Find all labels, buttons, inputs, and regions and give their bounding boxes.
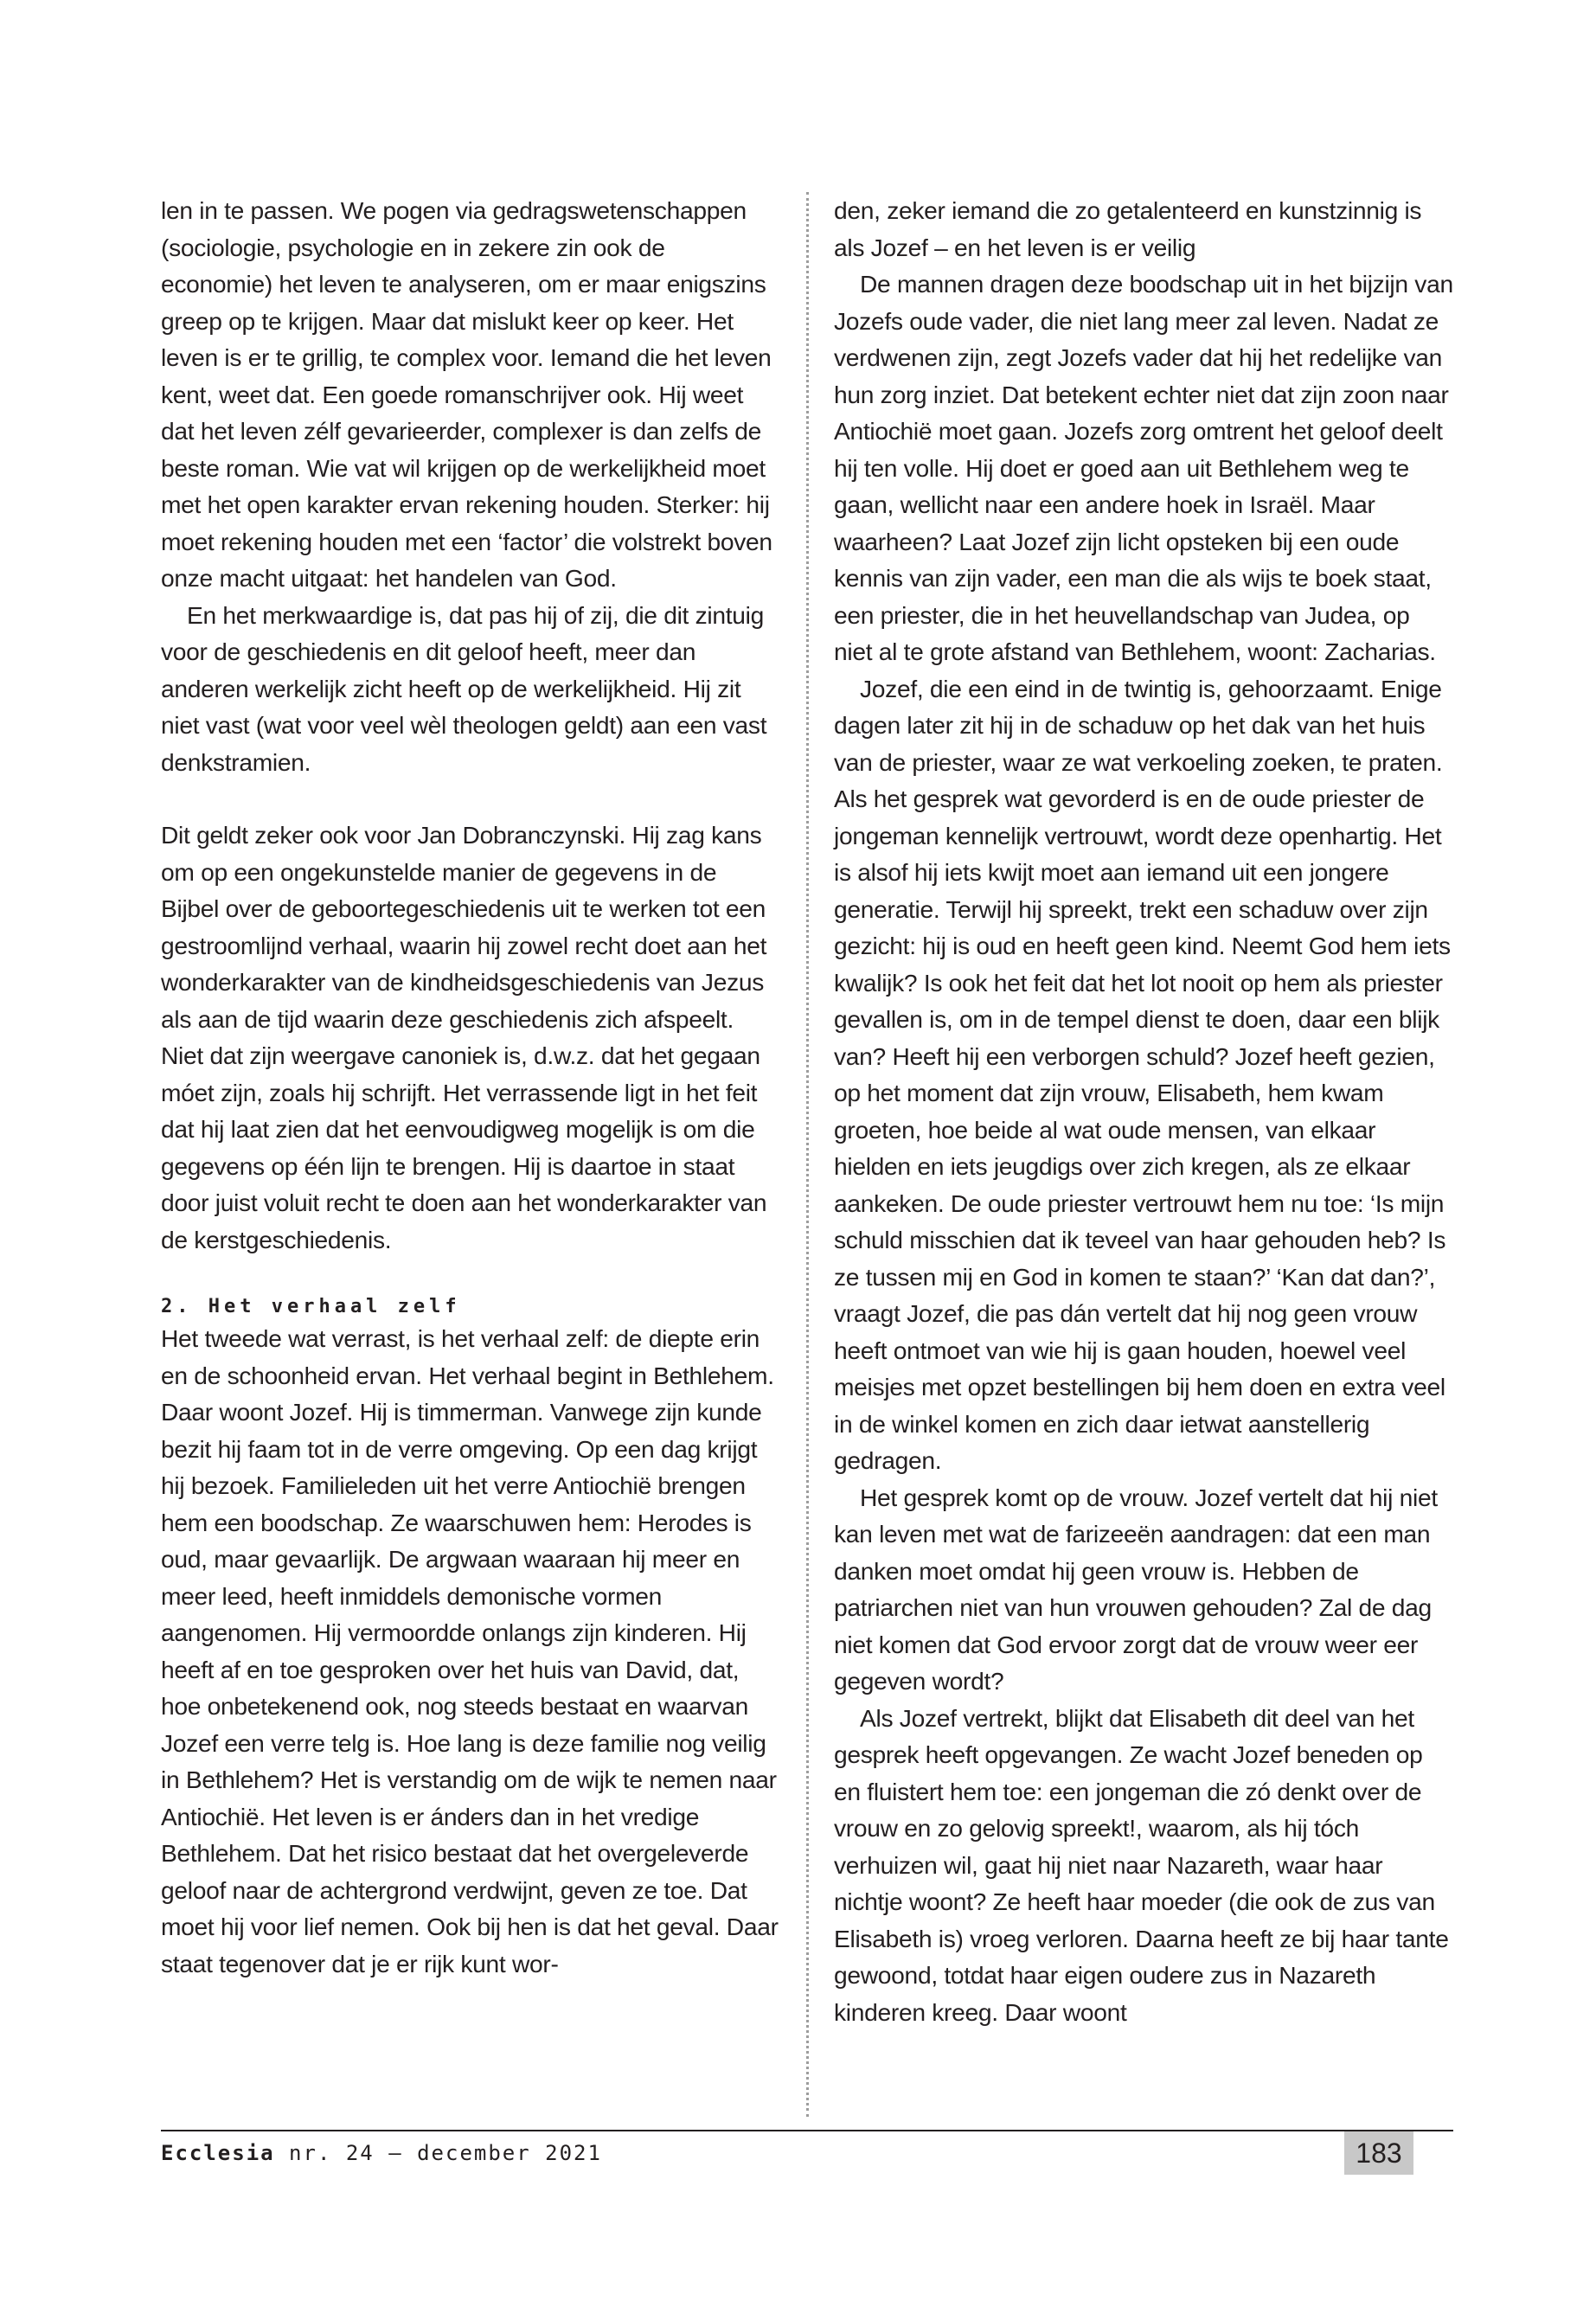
journal-name: Ecclesia	[161, 2141, 275, 2165]
page-number: 183	[1344, 2131, 1413, 2175]
right-column	[834, 192, 1453, 2030]
paragraph: De mannen dragen deze boodschap uit in het bijzijn van Jozefs oude vader, die niet lang meer zal leven. Nadat ze verdwenen zijn, zegt Jozefs vader dat hij het redelijke van hun zorg inziet. Dat betekent echter niet dat zijn zoon naar Antiochië moet gaan. Jozefs zorg omtrent het geloof deelt hij ten volle. Hij doet er goed aan uit Bethlehem weg te gaan, wellicht naar een andere hoek in Israël. Maar waarheen? Laat Jozef zijn licht opsteken bij een oude kennis van zijn vader, een man die als wijs te boek staat, een priester, die in het heuvellandschap van Judea, op niet al te grote afstand van Bethlehem, woont: Zacharias.	[834, 270, 1453, 665]
left-column	[161, 192, 779, 1982]
footer-citation	[161, 2141, 602, 2165]
paragraph: Het tweede wat verrast, is het verhaal zelf: de diepte erin en de schoonheid ervan. Het verhaal begint in Bethlehem. Daar woont Jozef. Hij is timmerman. Vanwege zijn kunde bezit hij faam tot in de verre omgeving. Op een dag krijgt hij bezoek. Familieleden uit het verre Antiochië brengen hem een boodschap. Ze waarschuwen hem: Herodes is oud, maar gevaarlijk. De argwaan waaraan hij meer en meer leed, heeft inmiddels demonische vormen aangenomen. Hij vermoordde onlangs zijn kinderen. Hij heeft af en toe gesproken over het huis van David, dat, hoe onbetekenend ook, nog steeds bestaat en waarvan Jozef een verre telg is. Hoe lang is deze familie nog veilig in Bethlehem? Het is verstandig om de wijk te nemen naar Antiochië. Het leven is er ánders dan in het vredige Bethlehem. Dat het risico bestaat dat het overgeleverde geloof naar de achtergrond verdwijnt, geven ze toe. Dat moet hij voor lief nemen. Ook bij hen is dat het geval. Daar staat tegenover dat je er rijk kunt wor-	[161, 1324, 779, 1977]
paragraph: Jozef, die een eind in de twintig is, gehoorzaamt. Enige dagen later zit hij in de schaduw op het dak van het huis van de priester, waar ze wat verkoeling zoeken, te praten. Als het gesprek wat gevorderd is en de oude priester de jongeman kennelijk vertrouwt, wordt deze openhartig. Het is alsof hij iets kwijt moet aan iemand uit een jongere generatie. Terwijl hij spreekt, trekt een schaduw over zijn gezicht: hij is oud en heeft geen kind. Neemt God hem iets kwalijk? Is ook het feit dat het lot nooit op hem als priester gevallen is, om in de tempel dienst te doen, daar een blijk van? Heeft hij een verborgen schuld? Jozef heeft gezien, op het moment dat zijn vrouw, Elisabeth, hem kwam groeten, hoe beide al wat oude mensen, van elkaar hielden en iets jeugdigs over zich kregen, als ze elkaar aankeken. De oude priester vertrouwt hem nu toe: ‘Is mijn schuld misschien dat ik teveel van haar gehouden heb? Is ze tussen mij en God in komen te staan?’ ‘Kan dat dan?’, vraagt Jozef, die pas dán vertelt dat hij nog geen vrouw heeft ontmoet van wie hij is gaan houden, hoewel veel meisjes met opzet bestellingen bij hem doen en extra veel in de winkel komen en zich daar ietwat aanstellerig gedragen.	[834, 674, 1451, 1474]
paragraph: len in te passen. We pogen via gedragswetenschappen (sociologie, psychologie en in zekere zin ook de economie) het leven te analyseren, om er maar enigszins greep op te krijgen. Maar dat mislukt keer op keer. Het leven is er te grillig, te complex voor. Iemand die het leven kent, weet dat. Een goede romanschrijver ook. Hij weet dat het leven zélf gevarieerder, complexer is dan zelfs de beste roman. Wie vat wil krijgen op de werkelijkheid moet met het open karakter ervan rekening houden. Sterker: hij moet rekening houden met een ‘factor’ die volstrekt boven onze macht uitgaat: het handelen van God.	[161, 196, 772, 592]
footer-rule	[161, 2130, 1453, 2131]
paragraph: Dit geldt zeker ook voor Jan Dobranczynski. Hij zag kans om op een ongekunstelde manier de gegevens in de Bijbel over de geboortegeschiedenis uit te werken tot een gestroomlijnd verhaal, waarin hij zowel recht doet aan het wonderkarakter van de kindheidsgeschiedenis van Jezus als aan de tijd waarin deze geschiedenis zich afspeelt. Niet dat zijn weergave canoniek is, d.w.z. dat het gegaan móet zijn, zoals hij schrijft. Het verrassende ligt in het feit dat hij laat zien dat het eenvoudigweg mogelijk is om die gegevens op één lijn te brengen. Hij is daartoe in staat door juist voluit recht te doen aan het wonderkarakter van de kerstgeschiedenis.	[161, 821, 767, 1253]
column-divider	[806, 192, 809, 2117]
section-heading: 2. Het verhaal zelf	[161, 1296, 461, 1317]
paragraph: Als Jozef vertrekt, blijkt dat Elisabeth dit deel van het gesprek heeft opgevangen. Ze wacht Jozef beneden op en fluistert hem toe: een jongeman die zó denkt over de vrouw en zo gelovig spreekt!, waarom, als hij tóch verhuizen wil, gaat hij niet naar Nazareth, waar haar nichtje woont? Ze heeft haar moeder (die ook de zus van Elisabeth is) vroeg verloren. Daarna heeft ze bij haar tante gewoond, totdat haar eigen oudere zus in Nazareth kinderen kreeg. Daar woont	[834, 1703, 1449, 2026]
paragraph: Het gesprek komt op de vrouw. Jozef vertelt dat hij niet kan leven met wat de farizeeën aandragen: dat een man danken moet omdat hij geen vrouw is. Hebben de patriarchen niet van hun vrouwen gehouden? Zal de dag niet komen dat God ervoor zorgt dat de vrouw weer eer gegeven wordt?	[834, 1483, 1438, 1695]
paragraph: den, zeker iemand die zo getalenteerd en kunstzinnig is als Jozef – en het leven is er veilig	[834, 196, 1422, 261]
paragraph: En het merkwaardige is, dat pas hij of zij, die dit zintuig voor de geschiedenis en dit geloof heeft, meer dan anderen werkelijk zicht heeft op de werkelijkheid. Hij zit niet vast (wat voor veel wèl theologen geldt) aan een vast denkstramien.	[161, 600, 767, 776]
issue-info: nr. 24 — december 2021	[289, 2141, 602, 2165]
